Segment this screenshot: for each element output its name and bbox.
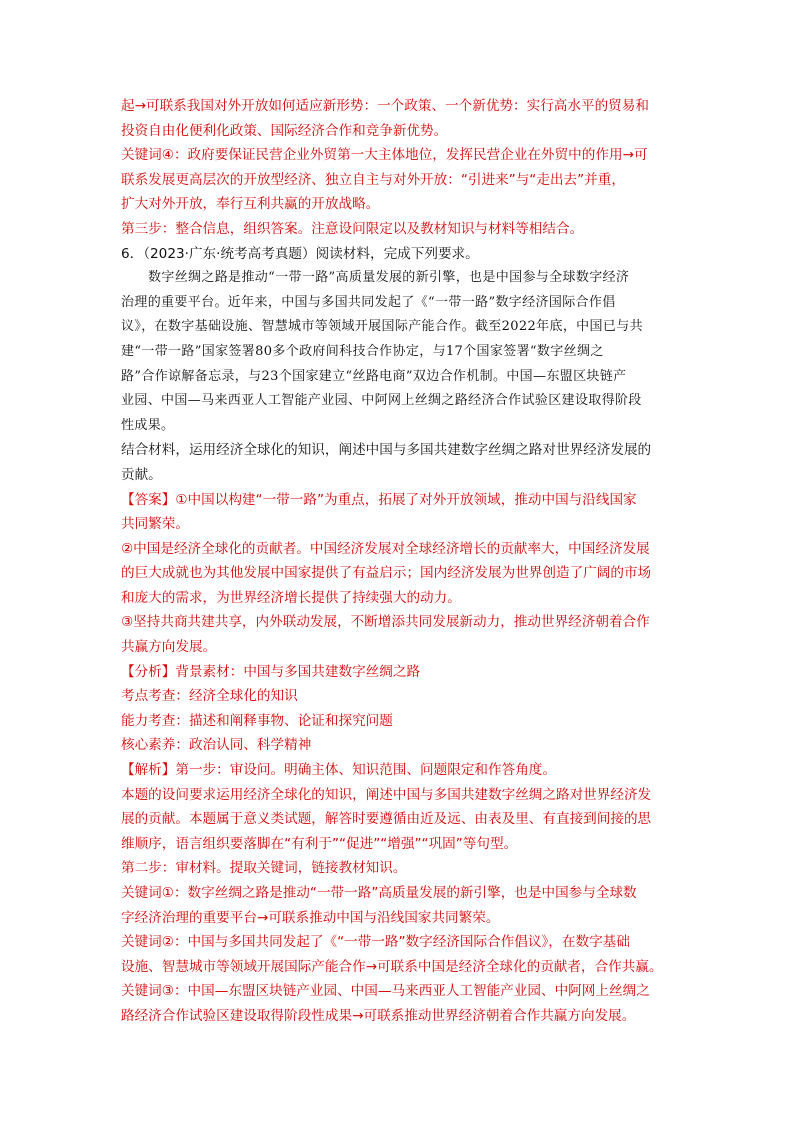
text-line: 性成果。 [121, 417, 175, 433]
text-line: 考点考查：经济全球化的知识 [121, 688, 298, 705]
text-line: 建“一带一路”国家签署80多个政府间科技合作协定，与17个国家签署“数字丝绸之 [121, 343, 604, 359]
text-line: 【答案】①中国以构建“一带一路”为重点，拓展了对外开放领域，推动中国与沿线国家 [121, 491, 637, 508]
text-line: 路经济合作试验区建设取得阶段性成果→可联系推动世界经济朝着合作共赢方向发展。 [121, 1007, 636, 1024]
text-line: 议》，在数字基础设施、智慧城市等领域开展国际产能合作。截至2022年底，中国已与共 [121, 319, 643, 335]
text-line: 设施、智慧城市等领域开展国际产能合作→可联系中国是经济全球化的贡献者，合作共赢。 [121, 958, 663, 975]
text-line: 共赢方向发展。 [121, 639, 217, 656]
text-line: ③坚持共商共建共享，内外联动发展，不断增添共同发展新动力，推动世界经济朝着合作 [121, 614, 650, 631]
text-line: 关键词②：中国与多国共同发起了《“一带一路”数字经济国际合作倡议》，在数字基础 [121, 934, 630, 951]
text-line: 业园、中国—马来西亚人工智能产业园、中阿网上丝绸之路经济合作试验区建设取得阶段 [121, 393, 642, 409]
text-line: 起→可联系我国对外开放如何适应新形势：一个政策、一个新优势：实行高水平的贸易和 [121, 98, 649, 114]
text-line: 第三步：整合信息，组织答案。注意设问限定以及教材知识与材料等相结合。 [121, 220, 584, 237]
text-line: 数字丝绸之路是推动“一带一路”高质量发展的新引擎，也是中国参与全球数字经济 [148, 270, 630, 286]
text-line: 字经济治理的重要平台→可联系推动中国与沿线国家共同繁荣。 [121, 909, 500, 926]
text-line: 能力考查：描述和阐释事物、论证和探究问题 [121, 712, 393, 729]
document-body [121, 94, 687, 1029]
text-line: 第二步：审材料。提取关键词，链接教材知识。 [121, 860, 407, 877]
text-line: 关键词①：数字丝绸之路是推动“一带一路”高质量发展的新引擎，也是中国参与全球数 [121, 885, 637, 901]
text-line: 治理的重要平台。近年来，中国与多国共同发起了《“一带一路”数字经济国际合作倡 [121, 294, 616, 310]
text-line: 6．（2023·广东·统考高考真题）阅读材料，完成下列要求。 [121, 245, 479, 262]
text-line: 联系发展更高层次的开放型经济、独立自主与对外开放：“引进来”与“走出去”并重， [121, 171, 625, 188]
text-line: 共同繁荣。 [121, 516, 189, 533]
text-line: 【解析】第一步：审设问。明确主体、知识范围、问题限定和作答角度。 [121, 762, 556, 779]
text-line: 路”合作谅解备忘录，与23个国家建立“丝路电商”双边合作机制。中国—东盟区块链产 [121, 368, 627, 384]
text-line: 和庞大的需求，为世界经济增长提供了持续强大的动力。 [121, 589, 461, 606]
text-line: 关键词③：中国—东盟区块链产业园、中国—马来西亚人工智能产业园、中阿网上丝绸之 [121, 983, 650, 1000]
text-line: 结合材料，运用经济全球化的知识，阐述中国与多国共建数字丝绸之路对世界经济发展的 [121, 442, 652, 459]
text-line: ②中国是经济全球化的贡献者。中国经济发展对全球经济增长的贡献率大，中国经济发展 [121, 540, 650, 557]
text-line: 本题的设问要求运用经济全球化的知识，阐述中国与多国共建数字丝绸之路对世界经济发 [121, 786, 652, 803]
text-line: 核心素养：政治认同、科学精神 [121, 737, 312, 754]
text-line: 扩大对外开放，奉行互利共赢的开放战略。 [121, 196, 380, 213]
text-line: 关键词④：政府要保证民营企业外贸第一大主体地位，发挥民营企业在外贸中的作用→可 [121, 147, 648, 164]
text-line: 展的贡献。本题属于意义类试题，解答时要遵循由近及远、由表及里、有直接到间接的思 [121, 811, 652, 828]
text-line: 贡献。 [121, 466, 162, 483]
text-line: 投资自由化便利化政策、国际经济合作和竞争新优势。 [121, 122, 448, 139]
text-line: 【分析】背景素材：中国与多国共建数字丝绸之路 [121, 663, 421, 680]
text-line: 维顺序，语言组织要落脚在“有利于”“促进”“增强”“巩固”等句型。 [121, 835, 518, 852]
text-line: 的巨大成就也为其他发展中国家提供了有益启示；国内经济发展为世界创造了广阔的市场 [121, 565, 652, 582]
